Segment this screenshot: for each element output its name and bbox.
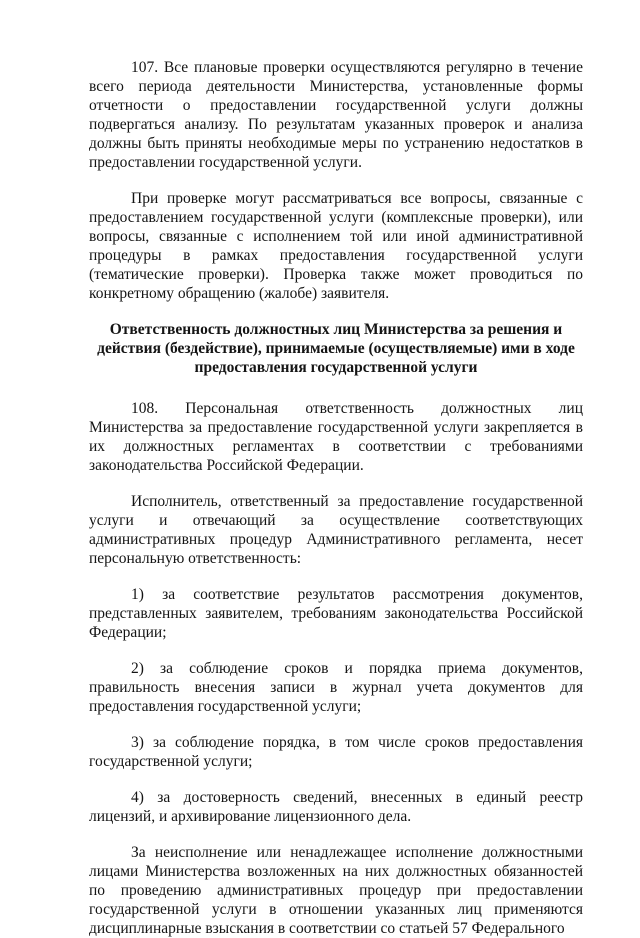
paragraph-108: 108. Персональная ответственность должностных лиц Министерства за предоставление государственной услуги закрепляется в их должностных регламентах в соответствии с требованиями законодательства Российской Федерации. [89, 400, 583, 474]
paragraph-inspection-scope: При проверке могут рассматриваться все вопросы, связанные с предоставлением государственной услуги (комплексные проверки), или вопросы, связанные с исполнением той или иной административной процедуры в рамках предоставления государственной услуги (тематические проверки). Проверка также может проводиться по конкретному обращению (жалобе) заявителя. [89, 190, 583, 302]
paragraph-disciplinary: За неисполнение или ненадлежащее исполнение должностными лицами Министерства возложенных на них должностных обязанностей по проведению административных процедур при предоставлении государственной услуги в отношении указанных лиц применяются дисциплинарные взыскания в соответствии со статьей 57 Федерального [89, 844, 583, 937]
list-item-2: 2) за соблюдение сроков и порядка приема документов, правильность внесения записи в журнал учета документов для предоставления государственной услуги; [89, 660, 583, 715]
section-heading-responsibility: Ответственность должностных лиц Министерства за решения и действия (бездействие), принимаемые (осуществляемые) ими в ходе предоставления государственной услуги [97, 321, 575, 376]
paragraph-107: 107. Все плановые проверки осуществляются регулярно в течение всего периода деятельности Министерства, установленные формы отчетности о предоставлении государственной услуги должны подвергаться анализу. По результатам указанных проверок и анализа должны быть приняты необходимые меры по устранению недостатков в предоставлении государственной услуги. [89, 59, 583, 171]
list-item-3: 3) за соблюдение порядка, в том числе сроков предоставления государственной услуги; [89, 734, 583, 770]
list-item-1: 1) за соответствие результатов рассмотрения документов, представленных заявителем, требованиям законодательства Российской Федерации; [89, 586, 583, 641]
list-item-4: 4) за достоверность сведений, внесенных в единый реестр лицензий, и архивирование лицензионного дела. [89, 789, 583, 825]
paragraph-executor-responsibility: Исполнитель, ответственный за предоставление государственной услуги и отвечающий за осуществление соответствующих административных процедур Административного регламента, несет персональную ответственность: [89, 493, 583, 567]
